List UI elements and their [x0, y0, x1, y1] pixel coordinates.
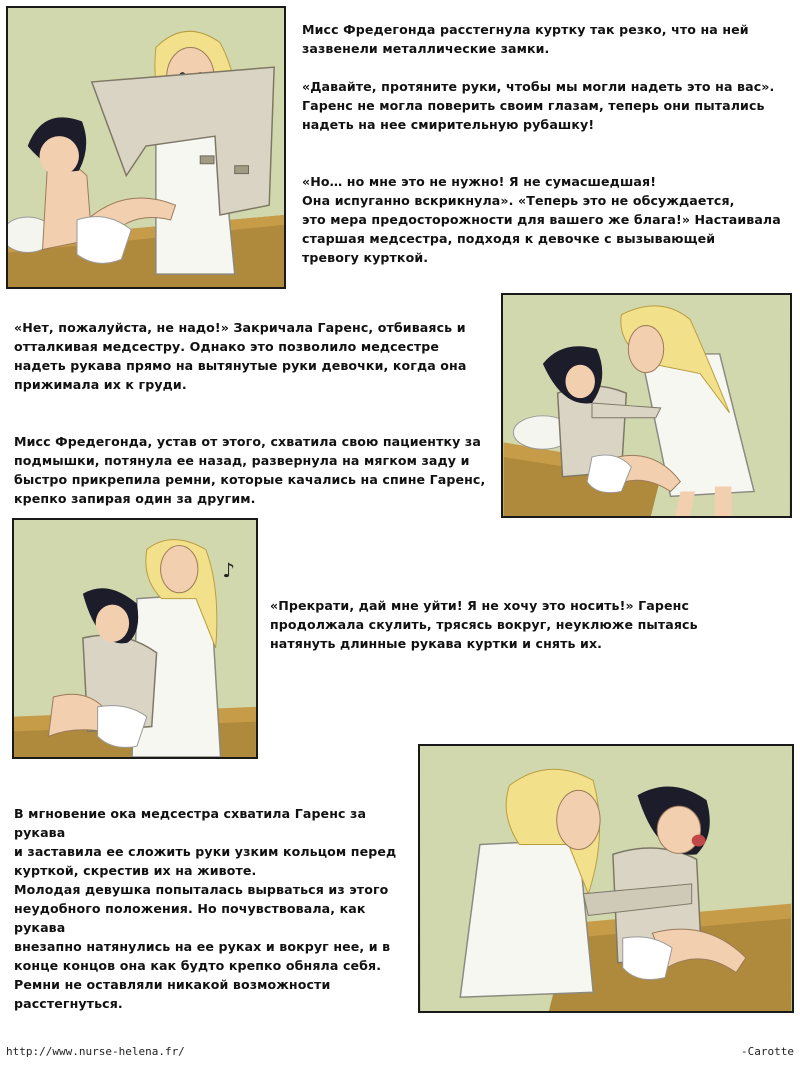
- caption-line: это мера предосторожности для вашего же блага!» Настаивала: [302, 212, 781, 227]
- panel-4-illustration: [420, 746, 792, 1011]
- caption-4: [14, 804, 419, 1013]
- caption-line: крепко запирая один за другим.: [14, 491, 256, 506]
- caption-line: конце концов она как будто крепко обняла себя.: [14, 958, 382, 973]
- caption-line: надеть рукава прямо на вытянутые руки девочки, когда она: [14, 358, 467, 373]
- caption-line: и заставила ее сложить руки узким кольцом перед: [14, 844, 397, 859]
- comic-panel-2: [501, 293, 792, 518]
- caption-line: Она испуганно вскрикнула». «Теперь это не обсуждается,: [302, 193, 735, 208]
- caption-line: старшая медсестра, подходя к девочке с вызывающей: [302, 231, 716, 246]
- caption-line: «Нет, пожалуйста, не надо!» Закричала Гаренс, отбиваясь и: [14, 320, 466, 335]
- caption-line: Мисс Фредегонда расстегнула куртку так резко, что на ней: [302, 22, 749, 37]
- panel-2-illustration: [503, 295, 790, 516]
- artist-credit: -Carotte: [741, 1045, 794, 1058]
- caption-line: «Прекрати, дай мне уйти! Я не хочу это носить!» Гаренс: [270, 598, 690, 613]
- caption-line: курткой, скрестив их на животе.: [14, 863, 257, 878]
- caption-2: [14, 318, 504, 508]
- caption-line: расстегнуться.: [14, 996, 123, 1011]
- caption-line: натянуть длинные рукава куртки и снять их.: [270, 636, 603, 651]
- caption-line: зазвенели металлические замки.: [302, 41, 550, 56]
- caption-line: надеть на нее смирительную рубашку!: [302, 117, 595, 132]
- caption-1: [302, 20, 797, 267]
- caption-line: неудобного положения. Но почувствовала, как рукава: [14, 901, 366, 935]
- comic-panel-4: [418, 744, 794, 1013]
- caption-line: продолжала скулить, трясясь вокруг, неуклюже пытаясь: [270, 617, 698, 632]
- panel-3-illustration: [14, 520, 256, 757]
- comic-panel-1: [6, 6, 286, 289]
- caption-line: Ремни не оставляли никакой возможности: [14, 977, 331, 992]
- caption-line: Гаренс не могла поверить своим глазам, теперь они пытались: [302, 98, 765, 113]
- caption-line: «Давайте, протяните руки, чтобы мы могли надеть это на вас».: [302, 79, 775, 94]
- caption-line: В мгновение ока медсестра схватила Гаренс за рукава: [14, 806, 367, 840]
- caption-line: подмышки, потянула ее назад, развернула на мягком заду и: [14, 453, 470, 468]
- source-url: http://www.nurse-helena.fr/: [6, 1045, 185, 1058]
- music-note-icon: ♪: [222, 559, 236, 583]
- caption-line: быстро прикрепила ремни, которые качались на спине Гаренс,: [14, 472, 486, 487]
- panel-1-illustration: [8, 8, 284, 287]
- caption-line: отталкивая медсестру. Однако это позволило медсестре: [14, 339, 440, 354]
- caption-line: «Но… но мне это не нужно! Я не сумасшедшая!: [302, 174, 657, 189]
- caption-line: прижимала их к груди.: [14, 377, 187, 392]
- caption-line: Молодая девушка попыталась вырваться из этого: [14, 882, 389, 897]
- caption-line: тревогу курткой.: [302, 250, 429, 265]
- caption-line: Мисс Фредегонда, устав от этого, схватила свою пациентку за: [14, 434, 481, 449]
- caption-line: внезапно натянулись на ее руках и вокруг нее, и в: [14, 939, 391, 954]
- comic-panel-3: [12, 518, 258, 759]
- caption-3: [270, 596, 798, 653]
